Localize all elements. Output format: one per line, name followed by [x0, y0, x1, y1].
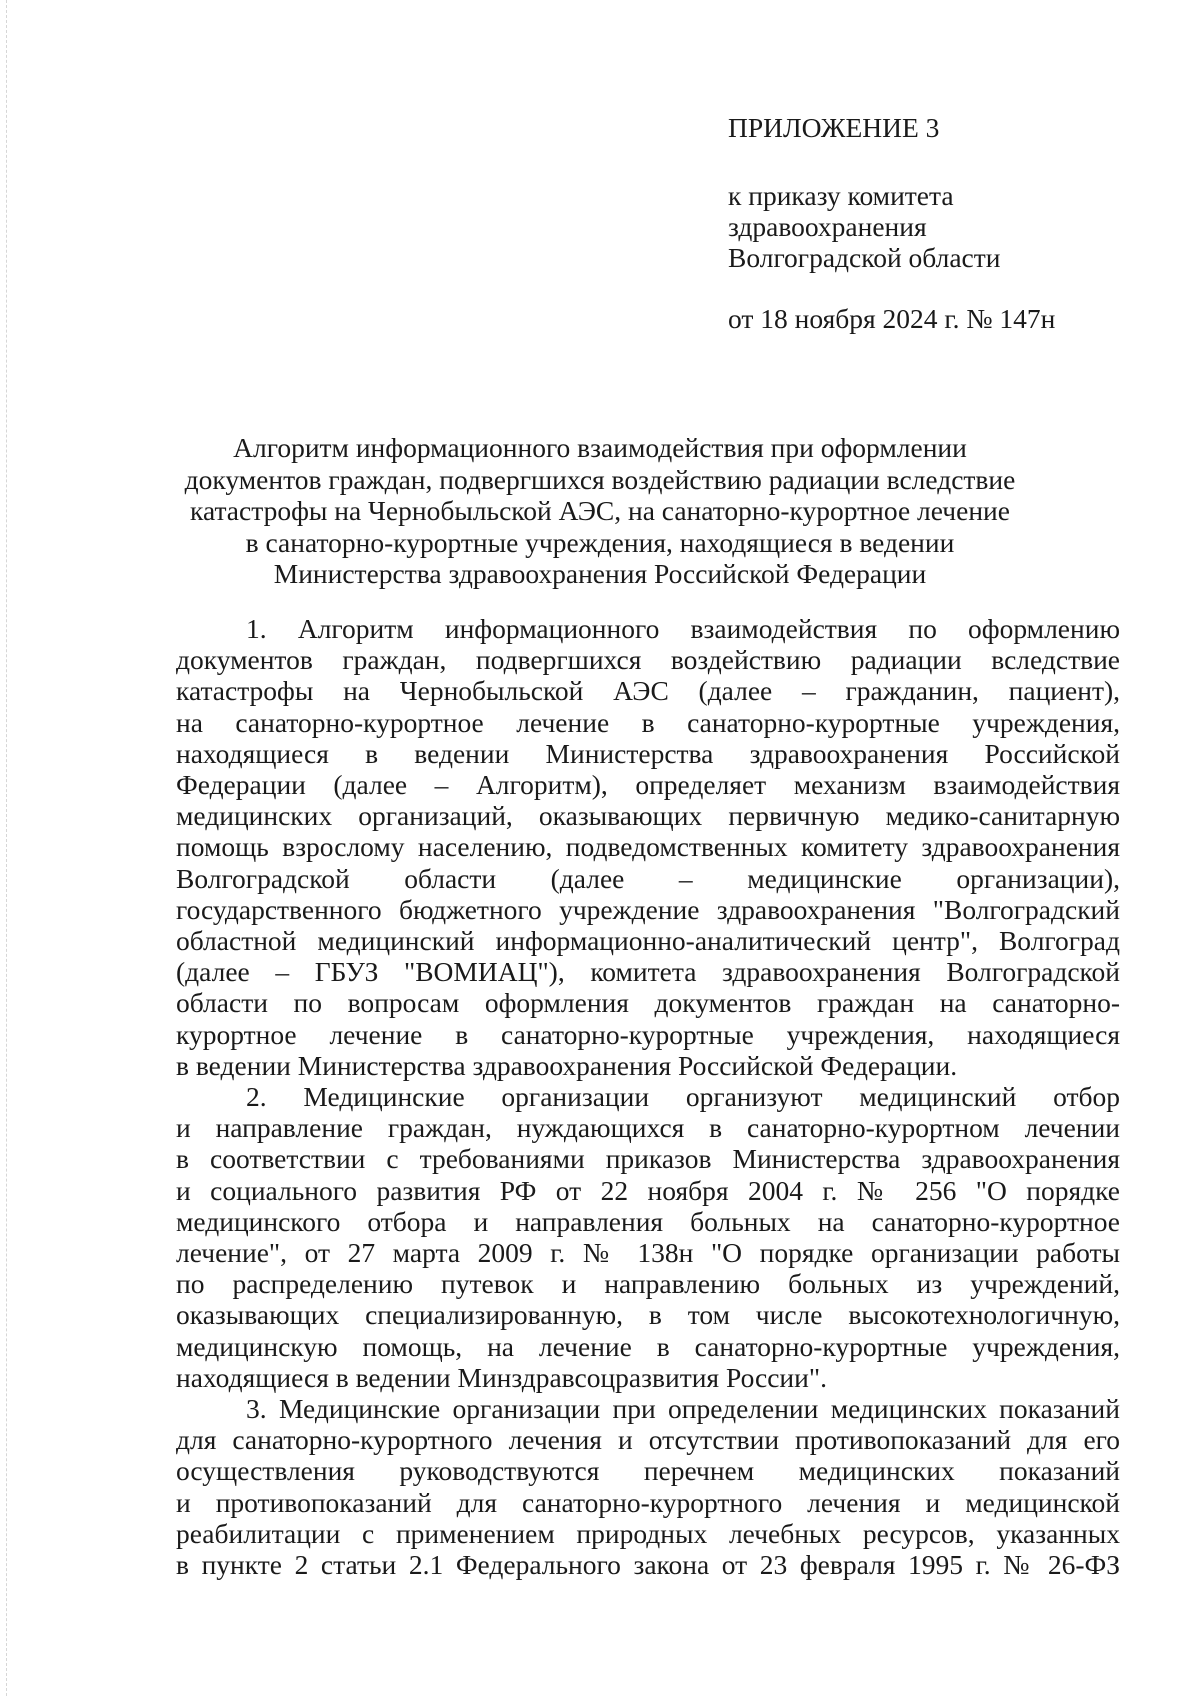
paragraph-line: документов граждан, подвергшихся воздействию радиации вследствие: [176, 644, 1120, 676]
paragraph-line: по распределению путевок и направлению больных из учреждений,: [176, 1268, 1120, 1300]
paragraph-line: в пункте 2 статьи 2.1 Федерального закона от 23 февраля 1995 г. № 26-ФЗ: [176, 1549, 1120, 1581]
document-title: [150, 432, 1050, 590]
paragraph-line: находящиеся в ведении Министерства здравоохранения Российской: [176, 737, 1120, 769]
paragraph-line: для санаторно-курортного лечения и отсутствии противопоказаний для его: [176, 1424, 1120, 1456]
paragraph-line: медицинских организаций, оказывающих первичную медико-санитарную: [176, 800, 1120, 832]
appendix-order-date: от 18 ноября 2024 г. № 147н: [728, 303, 1056, 334]
paragraph-line: области по вопросам оформления документов граждан на санаторно-: [176, 987, 1120, 1019]
appendix-ref-line: к приказу комитета: [728, 180, 954, 211]
paragraph-line: помощь взрослому населению, подведомственных комитету здравоохранения: [176, 831, 1120, 863]
paragraph-line: 2. Медицинские организации организуют медицинский отбор: [246, 1081, 1120, 1113]
appendix-title: ПРИЛОЖЕНИЕ 3: [728, 112, 940, 143]
paragraph-line: и социального развития РФ от 22 ноября 2004 г. № 256 "О порядке: [176, 1174, 1120, 1206]
document-title-line: Министерства здравоохранения Российской Федерации: [273, 558, 927, 589]
paragraph-line: на санаторно-курортное лечение в санаторно-курортные учреждения,: [176, 706, 1120, 738]
document-title-line: документов граждан, подвергшихся воздействию радиации вследствие: [184, 463, 1016, 495]
paragraph-line: и направление граждан, нуждающихся в санаторно-курортном лечении: [176, 1112, 1120, 1144]
paragraph-line: областной медицинский информационно-аналитический центр", Волгоград: [176, 925, 1120, 957]
paragraph-line: катастрофы на Чернобыльской АЭС (далее – гражданин, пациент),: [176, 675, 1120, 707]
paragraph-line: и противопоказаний для санаторно-курортного лечения и медицинской: [176, 1486, 1120, 1518]
paragraph-line: находящиеся в ведении Минздравсоцразвития России".: [176, 1361, 827, 1393]
appendix-header: [728, 112, 1055, 334]
paragraph-line: Волгоградской области (далее – медицинские организации),: [176, 862, 1120, 894]
paragraph-1: [176, 613, 1120, 1081]
paragraph-line: лечение", от 27 марта 2009 г. № 138н "О порядке организации работы: [176, 1237, 1120, 1269]
paragraph-2: [176, 1081, 1120, 1393]
document-title-line: в санаторно-курортные учреждения, находящиеся в ведении: [245, 526, 955, 558]
paragraph-line: медицинскую помощь, на лечение в санаторно-курортные учреждения,: [176, 1330, 1120, 1362]
document-title-line: Алгоритм информационного взаимодействия при оформлении: [233, 432, 967, 463]
paragraph-line: в ведении Министерства здравоохранения Российской Федерации.: [176, 1049, 958, 1081]
paragraph-line: реабилитации с применением природных лечебных ресурсов, указанных: [176, 1517, 1120, 1549]
paragraph-line: оказывающих специализированную, в том числе высокотехнологичную,: [176, 1299, 1120, 1331]
paragraph-3: [176, 1393, 1120, 1580]
paragraph-line: осуществления руководствуются перечнем медицинских показаний: [176, 1455, 1120, 1487]
scan-edge-line: [6, 0, 7, 1696]
paragraph-line: Федерации (далее – Алгоритм), определяет механизм взаимодействия: [176, 769, 1120, 801]
appendix-ref-line: Волгоградской области: [728, 242, 1001, 273]
paragraph-line: в соответствии с требованиями приказов Министерства здравоохранения: [176, 1143, 1120, 1175]
paragraph-line: курортное лечение в санаторно-курортные учреждения, находящиеся: [176, 1018, 1120, 1050]
document-body: [176, 613, 1120, 1580]
paragraph-line: 1. Алгоритм информационного взаимодействия по оформлению: [246, 613, 1120, 644]
paragraph-line: государственного бюджетного учреждение здравоохранения "Волгоградский: [176, 893, 1120, 925]
paragraph-line: (далее – ГБУЗ "ВОМИАЦ"), комитета здравоохранения Волгоградской: [176, 956, 1120, 988]
paragraph-line: медицинского отбора и направления больных на санаторно-курортное: [176, 1205, 1120, 1237]
paragraph-line: 3. Медицинские организации при определении медицинских показаний: [246, 1393, 1120, 1425]
document-title-line: катастрофы на Чернобыльской АЭС, на санаторно-курортное лечение: [190, 495, 1010, 526]
appendix-ref-line: здравоохранения: [728, 211, 927, 242]
